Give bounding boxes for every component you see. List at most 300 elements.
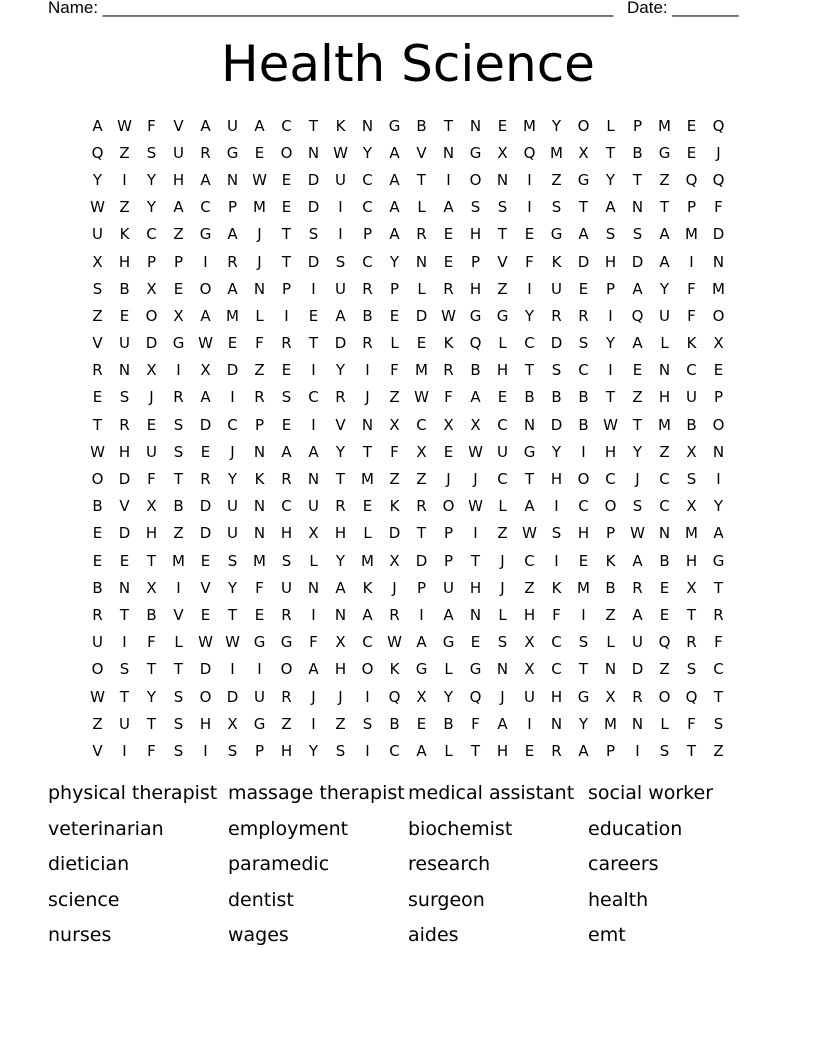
grid-letter: C — [362, 252, 373, 271]
grid-letter: F — [255, 334, 264, 353]
grid-letter: I — [716, 470, 721, 489]
grid-letter: P — [227, 198, 238, 217]
grid-letter: I — [311, 279, 316, 298]
grid-letter: V — [200, 578, 211, 597]
grid-letter: J — [365, 388, 370, 407]
grid-letter: M — [685, 524, 698, 543]
grid-letter: X — [92, 252, 103, 271]
grid-letter: S — [632, 225, 643, 244]
grid-letter: P — [173, 252, 184, 271]
grid-letter: O — [604, 497, 617, 516]
grid-letter: P — [713, 388, 724, 407]
grid-letter: S — [497, 198, 508, 217]
grid-letter: U — [146, 442, 157, 461]
grid-letter: R — [335, 497, 346, 516]
grid-letter: C — [524, 334, 535, 353]
grid-letter: W — [522, 524, 537, 543]
grid-letter: I — [527, 714, 532, 733]
grid-letter: A — [659, 225, 670, 244]
grid-letter: I — [230, 660, 235, 679]
grid-letter: B — [470, 361, 481, 380]
grid-letter: E — [281, 170, 292, 189]
grid-letter: M — [415, 361, 428, 380]
grid-letter: H — [604, 252, 617, 271]
word-list-item: wages — [228, 924, 289, 947]
grid-letter: R — [551, 306, 562, 325]
grid-letter: K — [551, 578, 562, 597]
grid-letter: N — [469, 605, 482, 624]
grid-letter: H — [685, 551, 698, 570]
grid-letter: S — [659, 741, 670, 760]
grid-letter: P — [389, 279, 400, 298]
grid-letter: I — [581, 442, 586, 461]
grid-letter: R — [362, 279, 373, 298]
grid-letter: A — [200, 116, 211, 135]
grid-letter: G — [442, 633, 455, 652]
grid-letter: Z — [659, 660, 670, 679]
grid-letter: Z — [389, 388, 400, 407]
grid-letter: K — [335, 116, 346, 135]
grid-letter: T — [713, 578, 724, 597]
grid-letter: E — [578, 551, 589, 570]
grid-letter: O — [199, 687, 212, 706]
grid-letter: O — [577, 116, 590, 135]
grid-letter: Z — [281, 714, 292, 733]
grid-letter: N — [550, 714, 563, 733]
grid-letter: U — [497, 442, 508, 461]
grid-letter: G — [550, 225, 563, 244]
grid-letter: E — [686, 116, 697, 135]
grid-letter: Z — [713, 741, 724, 760]
word-list-item: science — [48, 888, 120, 911]
grid-letter: E — [524, 225, 535, 244]
grid-letter: C — [578, 497, 589, 516]
grid-letter: K — [443, 334, 454, 353]
grid-letter: P — [281, 279, 292, 298]
grid-letter: S — [470, 198, 481, 217]
grid-letter: M — [577, 578, 590, 597]
grid-letter: I — [122, 741, 127, 760]
grid-letter: K — [605, 551, 616, 570]
grid-letter: L — [606, 116, 615, 135]
grid-letter: E — [443, 252, 454, 271]
grid-letter: H — [469, 578, 482, 597]
grid-letter: Q — [523, 143, 536, 162]
grid-letter: I — [365, 687, 370, 706]
grid-letter: C — [605, 470, 616, 489]
grid-letter: N — [712, 252, 725, 271]
grid-letter: U — [551, 279, 562, 298]
grid-letter: X — [308, 524, 319, 543]
word-search-grid — [84, 112, 732, 765]
grid-letter: J — [311, 687, 316, 706]
grid-letter: T — [632, 415, 643, 434]
grid-letter: F — [147, 116, 156, 135]
grid-letter: U — [335, 279, 346, 298]
grid-letter: F — [147, 470, 156, 489]
grid-letter: N — [712, 442, 725, 461]
word-list-item: emt — [588, 924, 626, 947]
grid-letter: U — [686, 388, 697, 407]
grid-letter: B — [443, 714, 454, 733]
grid-letter: N — [658, 524, 671, 543]
grid-letter: D — [199, 524, 212, 543]
grid-letter: X — [524, 660, 535, 679]
grid-letter: S — [281, 551, 292, 570]
grid-letter: E — [92, 388, 103, 407]
grid-letter: V — [92, 741, 103, 760]
grid-letter: G — [577, 687, 590, 706]
grid-letter: T — [335, 470, 346, 489]
grid-letter: U — [308, 497, 319, 516]
grid-letter: B — [524, 388, 535, 407]
grid-letter: E — [416, 714, 427, 733]
grid-letter: U — [92, 225, 103, 244]
grid-letter: G — [253, 633, 266, 652]
grid-letter: M — [253, 198, 266, 217]
grid-letter: F — [687, 306, 696, 325]
grid-letter: C — [551, 633, 562, 652]
grid-letter: T — [416, 524, 427, 543]
grid-letter: B — [416, 116, 427, 135]
grid-letter: E — [200, 605, 211, 624]
grid-letter: C — [389, 741, 400, 760]
grid-letter: N — [253, 524, 266, 543]
grid-letter: J — [257, 225, 262, 244]
grid-letter: Y — [146, 198, 157, 217]
grid-letter: C — [362, 633, 373, 652]
grid-letter: A — [173, 198, 184, 217]
grid-letter: B — [362, 306, 373, 325]
grid-letter: F — [390, 442, 399, 461]
grid-letter: M — [361, 551, 374, 570]
grid-letter: E — [632, 361, 643, 380]
grid-letter: A — [497, 714, 508, 733]
grid-letter: C — [686, 361, 697, 380]
grid-letter: U — [227, 116, 238, 135]
grid-letter: T — [119, 687, 130, 706]
grid-letter: S — [173, 442, 184, 461]
grid-letter: U — [254, 687, 265, 706]
word-list-item: surgeon — [408, 888, 485, 911]
grid-letter: J — [392, 578, 397, 597]
grid-letter: E — [254, 143, 265, 162]
grid-letter: O — [577, 470, 590, 489]
grid-letter: N — [469, 116, 482, 135]
word-list-item: research — [408, 853, 491, 876]
grid-letter: Z — [497, 524, 508, 543]
grid-letter: F — [390, 361, 399, 380]
grid-letter: A — [632, 551, 643, 570]
grid-letter: F — [444, 388, 453, 407]
grid-letter: T — [281, 225, 292, 244]
grid-letter: A — [416, 633, 427, 652]
grid-letter: N — [361, 415, 374, 434]
grid-letter: I — [365, 361, 370, 380]
grid-letter: K — [551, 252, 562, 271]
grid-letter: S — [551, 198, 562, 217]
grid-letter: E — [227, 334, 238, 353]
grid-letter: S — [227, 741, 238, 760]
grid-letter: A — [389, 170, 400, 189]
grid-letter: D — [712, 225, 725, 244]
grid-letter: R — [713, 605, 724, 624]
grid-letter: A — [227, 225, 238, 244]
grid-letter: S — [578, 633, 589, 652]
grid-letter: N — [658, 361, 671, 380]
grid-letter: J — [230, 442, 235, 461]
grid-letter: N — [631, 198, 644, 217]
grid-letter: Y — [605, 170, 616, 189]
grid-letter: A — [632, 605, 643, 624]
grid-letter: O — [199, 279, 212, 298]
grid-letter: T — [281, 252, 292, 271]
grid-letter: T — [470, 741, 481, 760]
grid-letter: P — [470, 252, 481, 271]
grid-letter: U — [227, 497, 238, 516]
grid-letter: Q — [388, 687, 401, 706]
grid-letter: B — [92, 497, 103, 516]
grid-letter: G — [172, 334, 185, 353]
grid-letter: X — [146, 497, 157, 516]
grid-letter: O — [361, 660, 374, 679]
grid-letter: A — [389, 198, 400, 217]
grid-letter: J — [149, 388, 154, 407]
grid-letter: J — [500, 578, 505, 597]
grid-letter: N — [118, 361, 131, 380]
grid-letter: H — [334, 660, 347, 679]
grid-letter: G — [469, 143, 482, 162]
grid-letter: G — [658, 143, 671, 162]
grid-letter: I — [257, 660, 262, 679]
grid-letter: P — [146, 252, 157, 271]
grid-letter: X — [173, 306, 184, 325]
grid-letter: Z — [389, 470, 400, 489]
grid-letter: R — [416, 225, 427, 244]
grid-letter: H — [145, 524, 158, 543]
grid-letter: E — [281, 361, 292, 380]
grid-letter: S — [146, 143, 157, 162]
grid-letter: R — [632, 687, 643, 706]
page-title: Health Science — [221, 35, 595, 93]
grid-letter: S — [578, 334, 589, 353]
grid-letter: T — [605, 388, 616, 407]
grid-letter: J — [473, 470, 478, 489]
grid-letter: W — [387, 633, 402, 652]
grid-letter: V — [497, 252, 508, 271]
grid-letter: I — [689, 252, 694, 271]
grid-letter: P — [443, 551, 454, 570]
grid-letter: E — [173, 279, 184, 298]
grid-letter: E — [659, 605, 670, 624]
grid-letter: X — [227, 714, 238, 733]
grid-letter: C — [227, 415, 238, 434]
word-list-item: health — [588, 888, 649, 911]
grid-letter: B — [632, 143, 643, 162]
grid-letter: L — [417, 198, 426, 217]
grid-letter: I — [365, 741, 370, 760]
grid-letter: W — [90, 442, 105, 461]
grid-letter: S — [173, 714, 184, 733]
grid-letter: R — [254, 388, 265, 407]
grid-letter: I — [122, 633, 127, 652]
grid-letter: P — [605, 741, 616, 760]
grid-letter: P — [254, 741, 265, 760]
grid-letter: M — [604, 714, 617, 733]
grid-letter: D — [415, 551, 428, 570]
grid-letter: Y — [335, 442, 346, 461]
grid-letter: V — [173, 605, 184, 624]
grid-letter: F — [309, 633, 318, 652]
grid-letter: Q — [712, 170, 725, 189]
grid-letter: N — [307, 470, 320, 489]
grid-letter: I — [635, 741, 640, 760]
grid-letter: T — [632, 170, 643, 189]
grid-letter: T — [92, 415, 103, 434]
grid-letter: R — [281, 334, 292, 353]
grid-letter: D — [199, 497, 212, 516]
grid-letter: B — [389, 714, 400, 733]
grid-letter: I — [473, 524, 478, 543]
grid-letter: Z — [524, 578, 535, 597]
grid-letter: E — [92, 524, 103, 543]
grid-letter: Z — [659, 170, 670, 189]
grid-letter: N — [604, 660, 617, 679]
grid-letter: B — [173, 497, 184, 516]
grid-letter: E — [497, 388, 508, 407]
word-list-item: dentist — [228, 888, 294, 911]
grid-letter: D — [631, 252, 644, 271]
grid-letter: I — [176, 578, 181, 597]
grid-letter: U — [632, 633, 643, 652]
grid-letter: E — [362, 497, 373, 516]
grid-letter: U — [119, 714, 130, 733]
grid-letter: Y — [227, 470, 238, 489]
grid-letter: R — [281, 605, 292, 624]
grid-letter: A — [362, 605, 373, 624]
grid-letter: K — [362, 578, 373, 597]
grid-letter: E — [200, 551, 211, 570]
grid-letter: Z — [551, 170, 562, 189]
grid-letter: M — [523, 116, 536, 135]
grid-letter: Z — [632, 388, 643, 407]
grid-letter: N — [415, 252, 428, 271]
grid-letter: F — [147, 741, 156, 760]
grid-letter: D — [226, 687, 239, 706]
grid-letter: F — [471, 714, 480, 733]
grid-letter: I — [608, 361, 613, 380]
grid-letter: E — [389, 306, 400, 325]
grid-letter: N — [253, 279, 266, 298]
grid-letter: W — [198, 334, 213, 353]
grid-letter: N — [118, 578, 131, 597]
grid-letter: I — [176, 361, 181, 380]
grid-letter: Z — [416, 470, 427, 489]
grid-letter: A — [632, 334, 643, 353]
grid-letter: W — [468, 497, 483, 516]
grid-letter: R — [173, 388, 184, 407]
grid-letter: S — [551, 524, 562, 543]
grid-letter: C — [524, 551, 535, 570]
grid-letter: H — [658, 388, 671, 407]
grid-letter: L — [606, 633, 615, 652]
grid-letter: T — [686, 605, 697, 624]
grid-letter: W — [441, 306, 456, 325]
grid-letter: S — [308, 225, 319, 244]
grid-letter: S — [119, 388, 130, 407]
grid-letter: Y — [92, 170, 103, 189]
grid-letter: I — [419, 605, 424, 624]
grid-letter: H — [172, 170, 185, 189]
grid-letter: S — [497, 633, 508, 652]
grid-letter: I — [554, 497, 559, 516]
grid-letter: J — [635, 470, 640, 489]
grid-letter: S — [686, 660, 697, 679]
grid-letter: Y — [659, 279, 670, 298]
grid-letter: U — [227, 524, 238, 543]
grid-letter: B — [605, 578, 616, 597]
word-list-item: social worker — [588, 782, 714, 804]
grid-letter: H — [496, 741, 509, 760]
grid-letter: A — [335, 306, 346, 325]
grid-letter: H — [523, 605, 536, 624]
word-list-item: employment — [228, 817, 349, 840]
word-list-item: paramedic — [228, 853, 330, 876]
grid-letter: X — [146, 279, 157, 298]
grid-letter: Z — [173, 524, 184, 543]
grid-letter: D — [307, 170, 320, 189]
grid-letter: I — [311, 714, 316, 733]
grid-letter: Y — [551, 116, 562, 135]
grid-letter: H — [280, 741, 293, 760]
grid-letter: E — [443, 225, 454, 244]
grid-letter: A — [227, 279, 238, 298]
grid-letter: H — [604, 442, 617, 461]
grid-letter: R — [92, 361, 103, 380]
grid-letter: E — [92, 551, 103, 570]
grid-letter: W — [333, 143, 348, 162]
grid-letter: D — [118, 524, 131, 543]
grid-letter: T — [443, 116, 454, 135]
grid-letter: A — [200, 170, 211, 189]
grid-letter: I — [338, 225, 343, 244]
grid-letter: G — [388, 116, 401, 135]
grid-letter: J — [257, 252, 262, 271]
grid-letter: G — [577, 170, 590, 189]
grid-letter: C — [416, 415, 427, 434]
grid-letter: T — [659, 198, 670, 217]
grid-letter: T — [146, 660, 157, 679]
grid-letter: X — [605, 687, 616, 706]
grid-letter: N — [334, 605, 347, 624]
grid-letter: Y — [632, 442, 643, 461]
grid-letter: H — [550, 470, 563, 489]
grid-letter: L — [498, 605, 507, 624]
grid-letter: M — [361, 470, 374, 489]
grid-letter: Y — [578, 714, 589, 733]
grid-letter: R — [200, 470, 211, 489]
grid-letter: L — [174, 633, 183, 652]
grid-letter: Z — [119, 198, 130, 217]
grid-letter: B — [146, 605, 157, 624]
grid-letter: T — [578, 198, 589, 217]
grid-letter: F — [714, 633, 723, 652]
grid-letter: S — [605, 225, 616, 244]
grid-letter: W — [117, 116, 132, 135]
grid-letter: Q — [712, 116, 725, 135]
grid-letter: A — [713, 524, 724, 543]
grid-letter: W — [90, 687, 105, 706]
